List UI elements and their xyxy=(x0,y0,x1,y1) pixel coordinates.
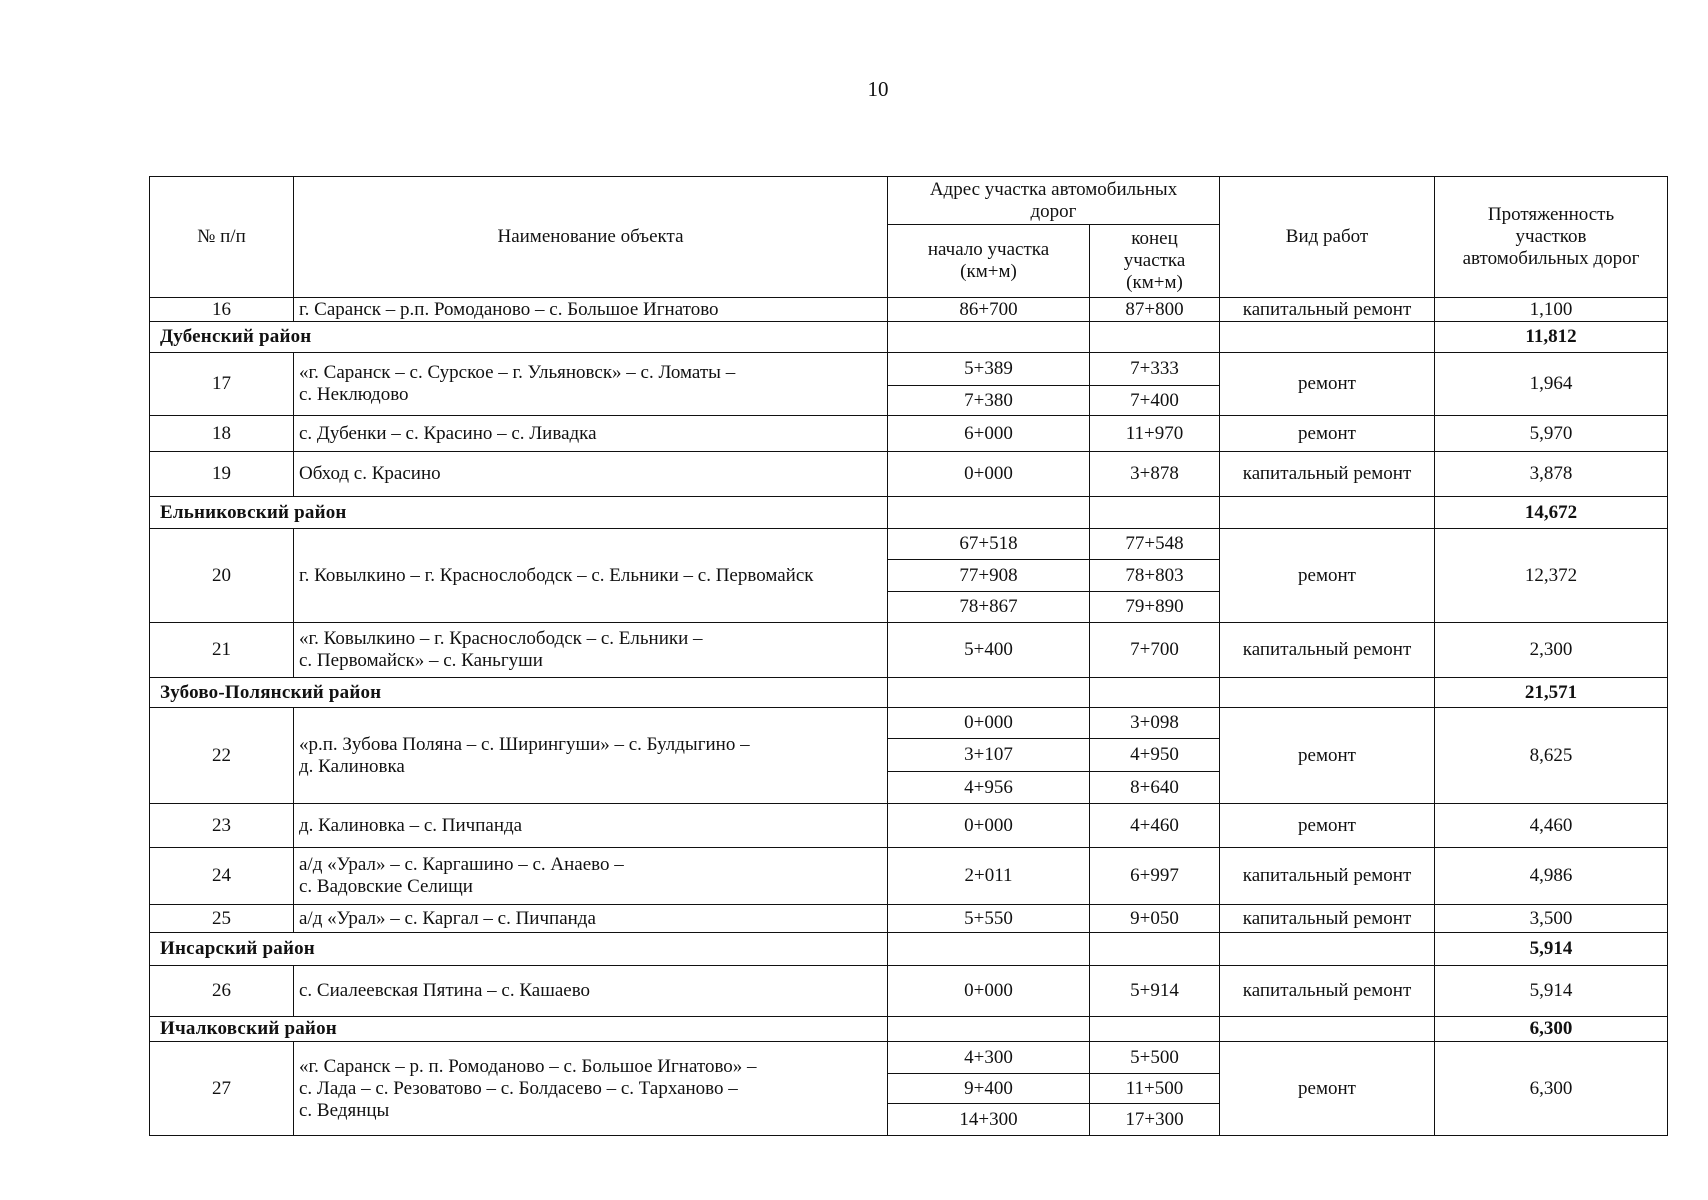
table-row xyxy=(150,353,1668,386)
page-number: 10 xyxy=(867,77,889,101)
section-length: 4,460 xyxy=(1435,804,1668,848)
segment-start: 0+000 xyxy=(888,804,1090,848)
work-type: капитальный ремонт xyxy=(1220,623,1435,678)
row-number: 24 xyxy=(150,848,294,905)
segment-end: 3+098 xyxy=(1090,708,1220,739)
header-number: № п/п xyxy=(150,177,294,298)
segment-start: 86+700 xyxy=(888,298,1090,322)
segment-end: 5+500 xyxy=(1090,1042,1220,1074)
work-type: ремонт xyxy=(1220,804,1435,848)
segment-start: 4+300 xyxy=(888,1042,1090,1074)
segment-end: 11+970 xyxy=(1090,416,1220,452)
object-name: а/д «Урал» – с. Каргал – с. Пичпанда xyxy=(294,905,888,933)
section-length: 5,914 xyxy=(1435,966,1668,1017)
empty-cell xyxy=(1090,933,1220,966)
section-length: 1,964 xyxy=(1435,353,1668,416)
row-number: 26 xyxy=(150,966,294,1017)
object-name: а/д «Урал» – с. Каргашино – с. Анаево – с. Вадовские Селищи xyxy=(294,848,888,905)
header-work-type: Вид работ xyxy=(1220,177,1435,298)
object-name: с. Сиалеевская Пятина – с. Кашаево xyxy=(294,966,888,1017)
segment-start: 5+550 xyxy=(888,905,1090,933)
table-row xyxy=(150,804,1668,848)
district-name: Ельниковский район xyxy=(150,497,888,529)
object-name: д. Калиновка – с. Пичпанда xyxy=(294,804,888,848)
segment-start: 67+518 xyxy=(888,529,1090,560)
table-row xyxy=(150,623,1668,678)
row-number: 16 xyxy=(150,298,294,322)
empty-cell xyxy=(1220,933,1435,966)
segment-end: 11+500 xyxy=(1090,1074,1220,1104)
empty-cell xyxy=(1090,678,1220,708)
segment-end: 3+878 xyxy=(1090,452,1220,497)
segment-end: 4+460 xyxy=(1090,804,1220,848)
section-length: 3,500 xyxy=(1435,905,1668,933)
segment-start: 6+000 xyxy=(888,416,1090,452)
segment-start: 14+300 xyxy=(888,1104,1090,1136)
segment-start: 78+867 xyxy=(888,592,1090,623)
object-name: «р.п. Зубова Поляна – с. Ширингуши» – с. Булдыгино – д. Калиновка xyxy=(294,708,888,804)
table-row xyxy=(150,529,1668,560)
header-end: конец участка (км+м) xyxy=(1090,225,1220,298)
row-number: 17 xyxy=(150,353,294,416)
object-name: Обход с. Красино xyxy=(294,452,888,497)
segment-start: 9+400 xyxy=(888,1074,1090,1104)
district-name: Зубово-Полянский район xyxy=(150,678,888,708)
section-length: 1,100 xyxy=(1435,298,1668,322)
district-row xyxy=(150,497,1668,529)
segment-start: 5+389 xyxy=(888,353,1090,386)
section-length: 12,372 xyxy=(1435,529,1668,623)
header-row xyxy=(150,177,1668,225)
row-number: 19 xyxy=(150,452,294,497)
empty-cell xyxy=(1090,1017,1220,1042)
header-object-name: Наименование объекта xyxy=(294,177,888,298)
empty-cell xyxy=(1220,497,1435,529)
section-length: 8,625 xyxy=(1435,708,1668,804)
district-total: 5,914 xyxy=(1435,933,1668,966)
section-length: 5,970 xyxy=(1435,416,1668,452)
segment-end: 7+400 xyxy=(1090,386,1220,416)
table-row xyxy=(150,452,1668,497)
section-length: 4,986 xyxy=(1435,848,1668,905)
empty-cell xyxy=(1220,1017,1435,1042)
district-total: 14,672 xyxy=(1435,497,1668,529)
empty-cell xyxy=(1220,678,1435,708)
district-name: Инсарский район xyxy=(150,933,888,966)
segment-end: 87+800 xyxy=(1090,298,1220,322)
segment-end: 7+333 xyxy=(1090,353,1220,386)
row-number: 20 xyxy=(150,529,294,623)
empty-cell xyxy=(888,678,1090,708)
object-name: г. Ковылкино – г. Краснослободск – с. Ельники – с. Первомайск xyxy=(294,529,888,623)
row-number: 23 xyxy=(150,804,294,848)
table-row xyxy=(150,298,1668,322)
section-length: 3,878 xyxy=(1435,452,1668,497)
object-name: «г. Саранск – с. Сурское – г. Ульяновск» – с. Ломаты – с. Неклюдово xyxy=(294,353,888,416)
work-type: ремонт xyxy=(1220,416,1435,452)
district-row xyxy=(150,933,1668,966)
table-row xyxy=(150,905,1668,933)
row-number: 21 xyxy=(150,623,294,678)
row-number: 25 xyxy=(150,905,294,933)
segment-end: 5+914 xyxy=(1090,966,1220,1017)
table-row xyxy=(150,848,1668,905)
district-name: Ичалковский район xyxy=(150,1017,888,1042)
empty-cell xyxy=(888,322,1090,353)
table-row xyxy=(150,708,1668,739)
header-address: Адрес участка автомобильных дорог xyxy=(888,177,1220,225)
section-length: 6,300 xyxy=(1435,1042,1668,1136)
work-type: капитальный ремонт xyxy=(1220,298,1435,322)
work-type: капитальный ремонт xyxy=(1220,452,1435,497)
object-name: «г. Саранск – р. п. Ромоданово – с. Большое Игнатово» – с. Лада – с. Резоватово – с. Болдасево – с. Тарханово – с. Ведянцы xyxy=(294,1042,888,1136)
segment-start: 0+000 xyxy=(888,966,1090,1017)
work-type: капитальный ремонт xyxy=(1220,905,1435,933)
segment-end: 8+640 xyxy=(1090,772,1220,804)
district-name: Дубенский район xyxy=(150,322,888,353)
roads-table xyxy=(149,176,1668,1136)
work-type: капитальный ремонт xyxy=(1220,848,1435,905)
work-type: ремонт xyxy=(1220,1042,1435,1136)
segment-start: 4+956 xyxy=(888,772,1090,804)
district-total: 11,812 xyxy=(1435,322,1668,353)
table-row xyxy=(150,1042,1668,1074)
district-row xyxy=(150,1017,1668,1042)
segment-end: 79+890 xyxy=(1090,592,1220,623)
segment-end: 9+050 xyxy=(1090,905,1220,933)
segment-end: 78+803 xyxy=(1090,560,1220,592)
segment-start: 0+000 xyxy=(888,708,1090,739)
header-length: Протяженность участков автомобильных дорог xyxy=(1435,177,1668,298)
segment-end: 6+997 xyxy=(1090,848,1220,905)
segment-start: 5+400 xyxy=(888,623,1090,678)
work-type: ремонт xyxy=(1220,529,1435,623)
header-start: начало участка (км+м) xyxy=(888,225,1090,298)
row-number: 27 xyxy=(150,1042,294,1136)
object-name: с. Дубенки – с. Красино – с. Ливадка xyxy=(294,416,888,452)
empty-cell xyxy=(1090,497,1220,529)
segment-start: 3+107 xyxy=(888,739,1090,772)
segment-end: 7+700 xyxy=(1090,623,1220,678)
empty-cell xyxy=(1090,322,1220,353)
work-type: капитальный ремонт xyxy=(1220,966,1435,1017)
row-number: 18 xyxy=(150,416,294,452)
segment-end: 17+300 xyxy=(1090,1104,1220,1136)
row-number: 22 xyxy=(150,708,294,804)
object-name: «г. Ковылкино – г. Краснослободск – с. Ельники – с. Первомайск» – с. Каньгуши xyxy=(294,623,888,678)
segment-start: 2+011 xyxy=(888,848,1090,905)
work-type: ремонт xyxy=(1220,708,1435,804)
table-row xyxy=(150,966,1668,1017)
district-total: 6,300 xyxy=(1435,1017,1668,1042)
district-total: 21,571 xyxy=(1435,678,1668,708)
work-type: ремонт xyxy=(1220,353,1435,416)
table-row xyxy=(150,416,1668,452)
district-row xyxy=(150,322,1668,353)
district-row xyxy=(150,678,1668,708)
segment-start: 7+380 xyxy=(888,386,1090,416)
empty-cell xyxy=(888,1017,1090,1042)
segment-start: 77+908 xyxy=(888,560,1090,592)
object-name: г. Саранск – р.п. Ромоданово – с. Большое Игнатово xyxy=(294,298,888,322)
empty-cell xyxy=(888,933,1090,966)
segment-start: 0+000 xyxy=(888,452,1090,497)
segment-end: 4+950 xyxy=(1090,739,1220,772)
empty-cell xyxy=(1220,322,1435,353)
segment-end: 77+548 xyxy=(1090,529,1220,560)
section-length: 2,300 xyxy=(1435,623,1668,678)
empty-cell xyxy=(888,497,1090,529)
